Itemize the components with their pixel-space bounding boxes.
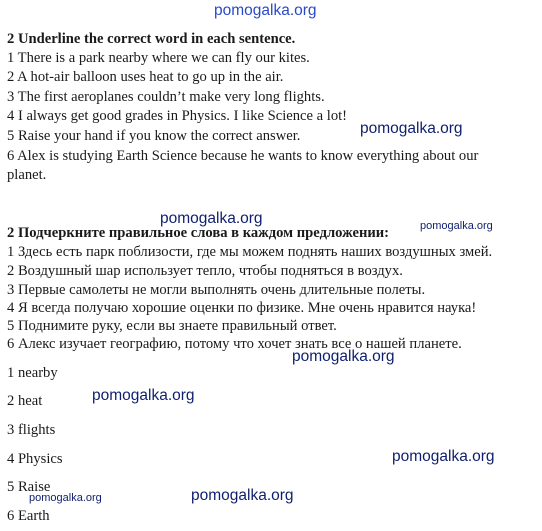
answer-6: 6 Earth xyxy=(7,508,50,524)
answer-4: 4 Physics xyxy=(7,451,63,467)
watermark: pomogalka.org xyxy=(92,387,195,404)
watermark: pomogalka.org xyxy=(191,487,294,504)
russian-sentence-5: 5 Поднимите руку, если вы знаете правильный ответ. xyxy=(7,318,337,334)
russian-sentence-6: 6 Алекс изучает географию, потому что хочет знать все о нашей планете. xyxy=(7,336,462,352)
watermark: pomogalka.org xyxy=(420,220,493,232)
russian-heading: 2 Подчеркните правильное слова в каждом предложении: xyxy=(7,225,390,241)
watermark: pomogalka.org xyxy=(292,348,395,365)
watermark: pomogalka.org xyxy=(360,120,463,137)
english-sentence-6-continued: planet. xyxy=(7,167,47,183)
watermark: pomogalka.org xyxy=(29,492,102,504)
russian-sentence-4: 4 Я всегда получаю хорошие оценки по физике. Мне очень нравится наука! xyxy=(7,300,477,316)
answer-2: 2 heat xyxy=(7,393,43,409)
english-sentence-6: 6 Alex is studying Earth Science because he wants to know everything about our xyxy=(7,148,479,164)
russian-sentence-1: 1 Здесь есть парк поблизости, где мы можем поднять наших воздушных змей. xyxy=(7,244,493,260)
english-sentence-3: 3 The first aeroplanes couldn’t make very long flights. xyxy=(7,89,325,105)
english-sentence-1: 1 There is a park nearby where we can fly our kites. xyxy=(7,50,310,66)
answer-1: 1 nearby xyxy=(7,365,58,381)
russian-sentence-2: 2 Воздушный шар использует тепло, чтобы подняться в воздух. xyxy=(7,263,403,279)
russian-sentence-3: 3 Первые самолеты не могли выполнять очень длительные полеты. xyxy=(7,282,426,298)
answer-3: 3 flights xyxy=(7,422,56,438)
answer-5: 5 Raise xyxy=(7,479,51,495)
english-heading: 2 Underline the correct word in each sentence. xyxy=(7,31,296,47)
watermark-top: pomogalka.org xyxy=(214,2,317,19)
english-sentence-2: 2 A hot-air balloon uses heat to go up in the air. xyxy=(7,69,284,85)
english-sentence-4: 4 I always get good grades in Physics. I like Science a lot! xyxy=(7,108,348,124)
watermark: pomogalka.org xyxy=(392,448,495,465)
english-sentence-5: 5 Raise your hand if you know the correct answer. xyxy=(7,128,301,144)
watermark: pomogalka.org xyxy=(160,210,263,227)
